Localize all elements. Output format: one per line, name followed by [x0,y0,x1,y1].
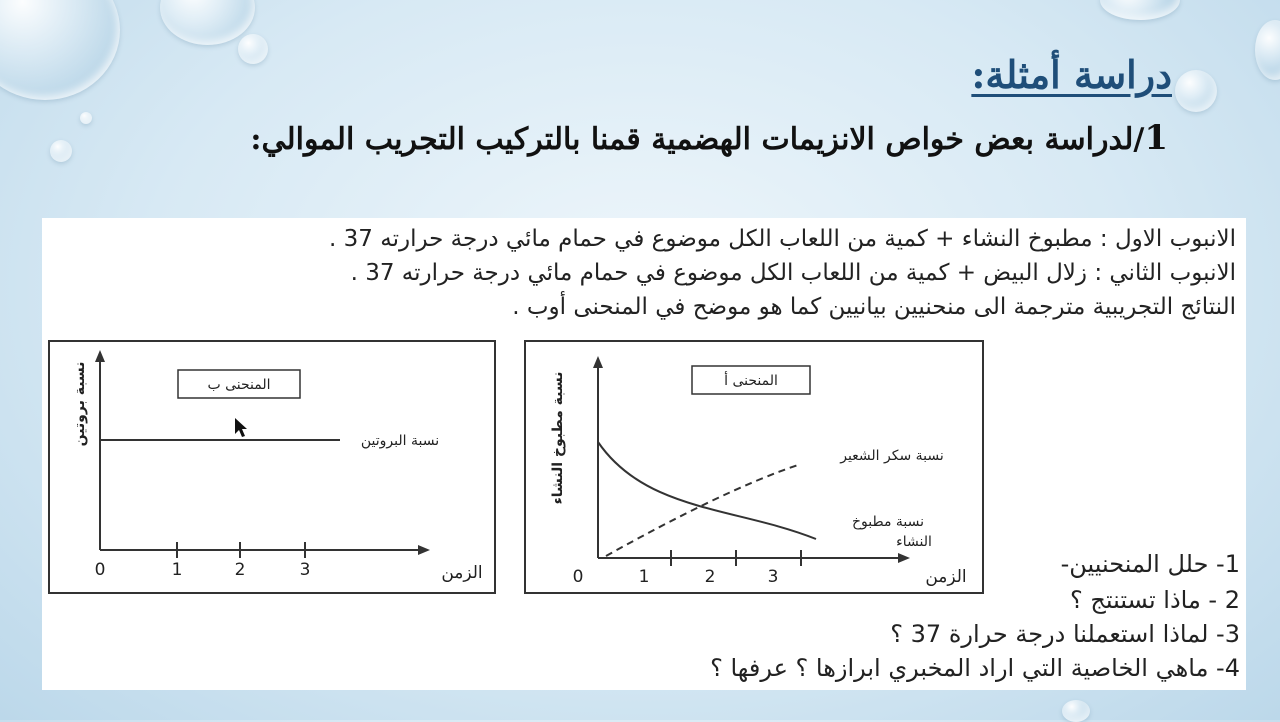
intro-number: 1 [1144,118,1168,158]
graph-b-tick-label-2: 2 [234,560,246,580]
water-drop-decoration [1100,0,1180,20]
graph-b-ylabel: نسبة بروتين [72,361,88,447]
water-drop-decoration [80,112,92,124]
page-title: دراسة أمثلة: [971,52,1172,97]
water-drop-decoration [238,34,268,64]
water-drop-decoration [1175,70,1217,112]
graph-b-x-arrow [418,545,430,555]
water-drop-decoration [0,0,120,100]
graph-a-starch-label-1: نسبة مطبوخ [851,514,925,530]
question-4: 4- ماهي الخاصية التي اراد المخبري ابرازها ؟ عرفها ؟ [710,654,1240,682]
water-drop-decoration [1255,20,1280,80]
panel-line-2: الانبوب الثاني : زلال البيض + كمية من اللعاب الكل موضوع في حمام مائي درجة حرارته 37 . [350,260,1236,286]
graph-a-tick-label-3: 3 [767,567,779,587]
intro-text [250,118,1168,158]
question-2: 2 - ماذا تستنتج ؟ [1069,586,1240,614]
mouse-cursor-icon [235,418,247,437]
graph-b-curve-label: نسبة البروتين [360,433,440,449]
panel-line-3: النتائج التجريبية مترجمة الى منحنيين بيانيين كما هو موضح في المنحنى أوب . [512,294,1236,320]
water-drop-decoration [50,140,72,162]
graph-a-x-arrow [898,553,910,563]
graph-b-tick-label-3: 3 [299,560,311,580]
graph-b-tick-label-0: 0 [94,560,106,580]
graph-b-legend: المنحنى ب [207,377,271,393]
graph-a-y-arrow [593,356,603,368]
graph-a [524,340,984,594]
question-1: 1- حلل المنحنيين- [1060,550,1240,578]
graph-a-tick-label-0: 0 [572,567,584,587]
graph-a-starch-curve [598,442,816,539]
graph-b [48,340,496,594]
intro-body: /لدراسة بعض خواص الانزيمات الهضمية قمنا بالتركيب التجريب الموالي: [250,122,1145,157]
graph-b-y-arrow [95,350,105,362]
graph-a-legend: المنحنى أ [724,373,778,389]
graph-a-tick-label-1: 1 [638,567,650,587]
graph-a-tick-label-2: 2 [704,567,716,587]
graph-a-xlabel: الزمن [925,567,967,587]
panel-line-1: الانبوب الاول : مطبوخ النشاء + كمية من اللعاب الكل موضوع في حمام مائي درجة حرارته 37 . [329,226,1236,252]
question-3: 3- لماذا استعملنا درجة حرارة 37 ؟ [890,620,1240,648]
exercise-panel [42,218,1246,690]
graph-b-xlabel: الزمن [441,563,483,583]
graph-b-tick-label-1: 1 [171,560,183,580]
graph-a-starch-label-2: النشاء [896,534,932,550]
water-drop-decoration [1062,700,1090,722]
graph-a-ylabel: نسبة مطبوخ النشاء [550,371,566,505]
graph-a-sugar-label: نسبة سكر الشعير [840,448,944,464]
